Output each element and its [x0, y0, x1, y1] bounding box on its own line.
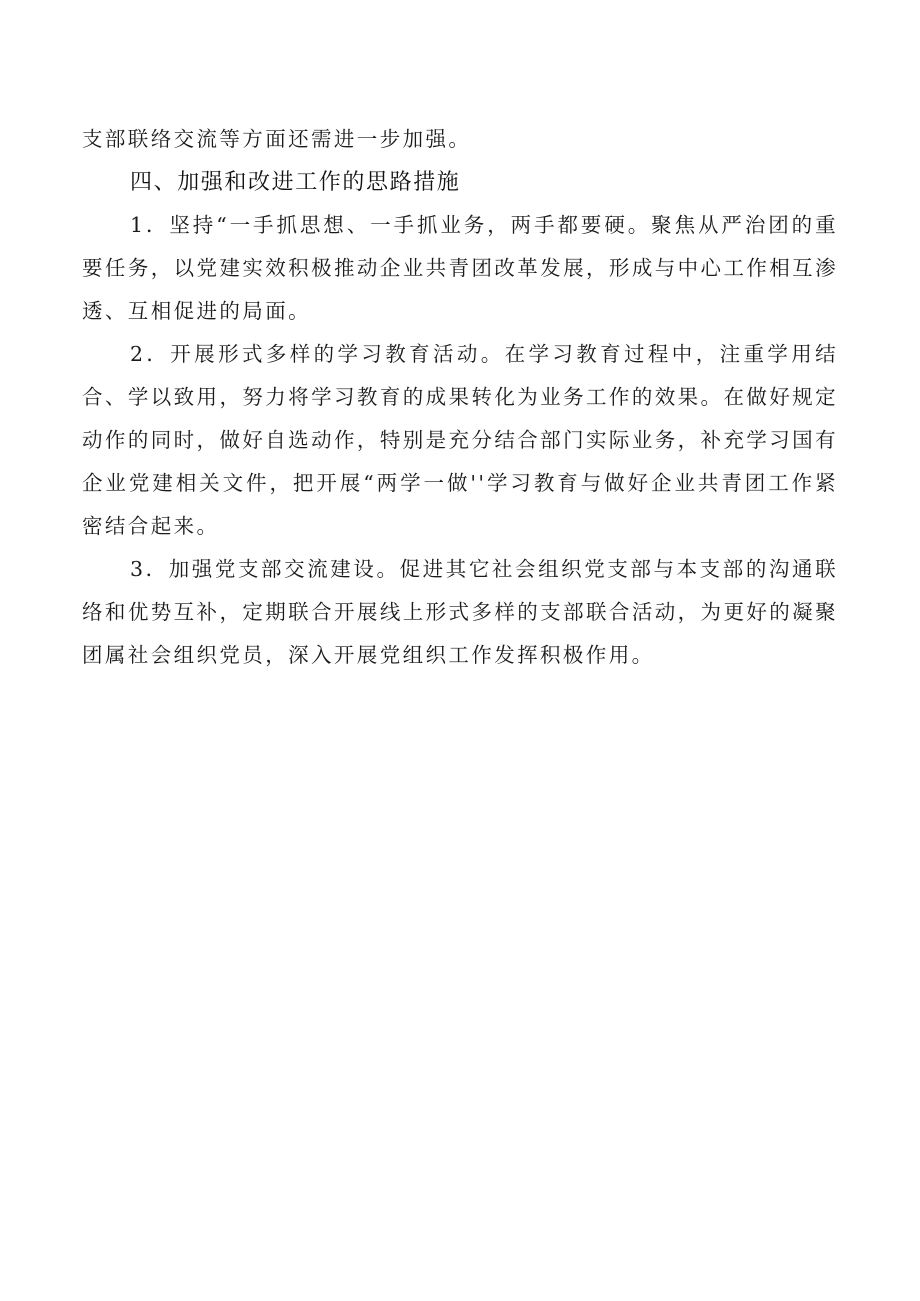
- paragraph-continuation: 支部联络交流等方面还需进一步加强。: [82, 127, 472, 151]
- paragraph-item-1: 1．坚持“一手抓思想、一手抓业务，两手都要硬。聚焦从严治团的重要任务，以党建实效积极推动企业共青团改革发展，形成与中心工作相互渗透、互相促进的局面。: [82, 213, 838, 323]
- document-body: [82, 118, 838, 677]
- paragraph-item-2: 2．开展形式多样的学习教育活动。在学习教育过程中，注重学用结合、学以致用，努力将学习教育的成果转化为业务工作的效果。在做好规定动作的同时，做好自选动作，特别是充分结合部门实际业务，补充学习国有企业党建相关文件，把开展“两学一做''学习教育与做好企业共青团工作紧密结合起来。: [82, 342, 838, 538]
- paragraph-item-3: 3．加强党支部交流建设。促进其它社会组织党支部与本支部的沟通联络和优势互补，定期联合开展线上形式多样的支部联合活动，为更好的凝聚团属社会组织党员，深入开展党组织工作发挥积极作用。: [82, 557, 838, 667]
- section-heading: 四、加强和改进工作的思路措施: [130, 170, 461, 195]
